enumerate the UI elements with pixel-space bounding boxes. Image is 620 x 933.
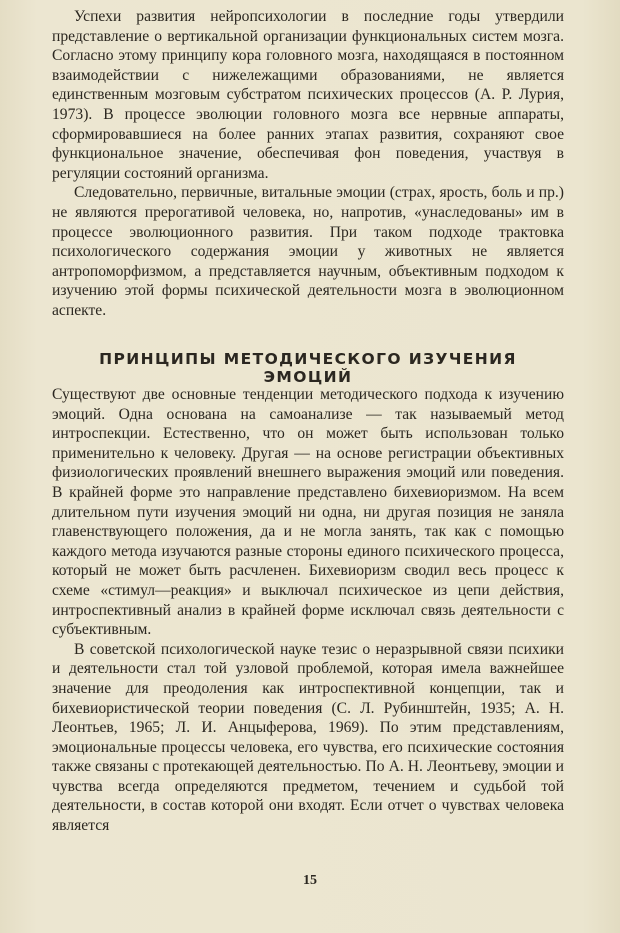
paragraph: Существуют две основные тенденции методического подхода к изучению эмоций. Одна основана на самоанализе — так называемый метод интроспекции. Естественно, что он может быть использован только применительно к человеку. Другая — на основе регистрации объективных физиологических проявлений внешнего выражения эмоций или поведения. В крайней форме это направление представлено бихевиоризмом. На всем длительном пути изучения эмоций ни одна, ни другая позиция не заняла главенствующего положения, да и не могла занять, так как с помощью каждого метода изучаются разные стороны единого психического процесса, который не может быть расчленен. Бихевиоризм сводил весь процесс к схеме «стимул—реакция» и выключал психическое из цепи действия, интроспективный анализ в крайней форме исключал связь деятельности с субъективным. xyxy=(52,386,564,639)
section-heading: ПРИНЦИПЫ МЕТОДИЧЕСКОГО ИЗУЧЕНИЯ ЭМОЦИЙ xyxy=(99,350,517,386)
paragraph: Следовательно, первичные, витальные эмоции (страх, ярость, боль и пр.) не являются прерогативой человека, но, напротив, «унаследованы» им в процессе эволюционного развития. При таком подходе трактовка психологического содержания эмоции у животных не является антропоморфизмом, а представляется научным, объективным подходом к изучению этой формы психической деятельности мозга в эволюционном аспекте. xyxy=(52,184,564,319)
text-block-intro xyxy=(52,7,564,321)
paragraph: Успехи развития нейропсихологии в последние годы утвердили представление о вертикальной организации функциональных систем мозга. Согласно этому принципу кора головного мозга, находящаяся в постоянном взаимодействии с нижележащими образованиями, не является единственным мозговым субстратом психических процессов (А. Р. Лурия, 1973). В процессе эволюции головного мозга все нервные аппараты, сформировавшиеся на более ранних этапах развития, сохраняют свое функциональное значение, обеспечивая фон поведения, участвуя в регуляции состояний организма. xyxy=(52,8,564,182)
text-block-main xyxy=(52,385,564,836)
paragraph: В советской психологической науке тезис о неразрывной связи психики и деятельности стал той узловой проблемой, которая имела важнейшее значение для преодоления как интроспективной концепции, так и бихевиористической теории поведения (С. Л. Рубинштейн, 1935; А. Н. Леонтьев, 1965; Л. И. Анцыферова, 1969). По этим представлениям, эмоциональные процессы человека, его чувства, его психические состояния также связаны с протекающей деятельностью. По А. Н. Леонтьеву, эмоции и чувства всегда определяются предметом, течением и судьбой той деятельности, в состав которой они входят. Если отчет о чувствах человека является xyxy=(52,640,564,835)
page-number: 15 xyxy=(303,873,317,888)
